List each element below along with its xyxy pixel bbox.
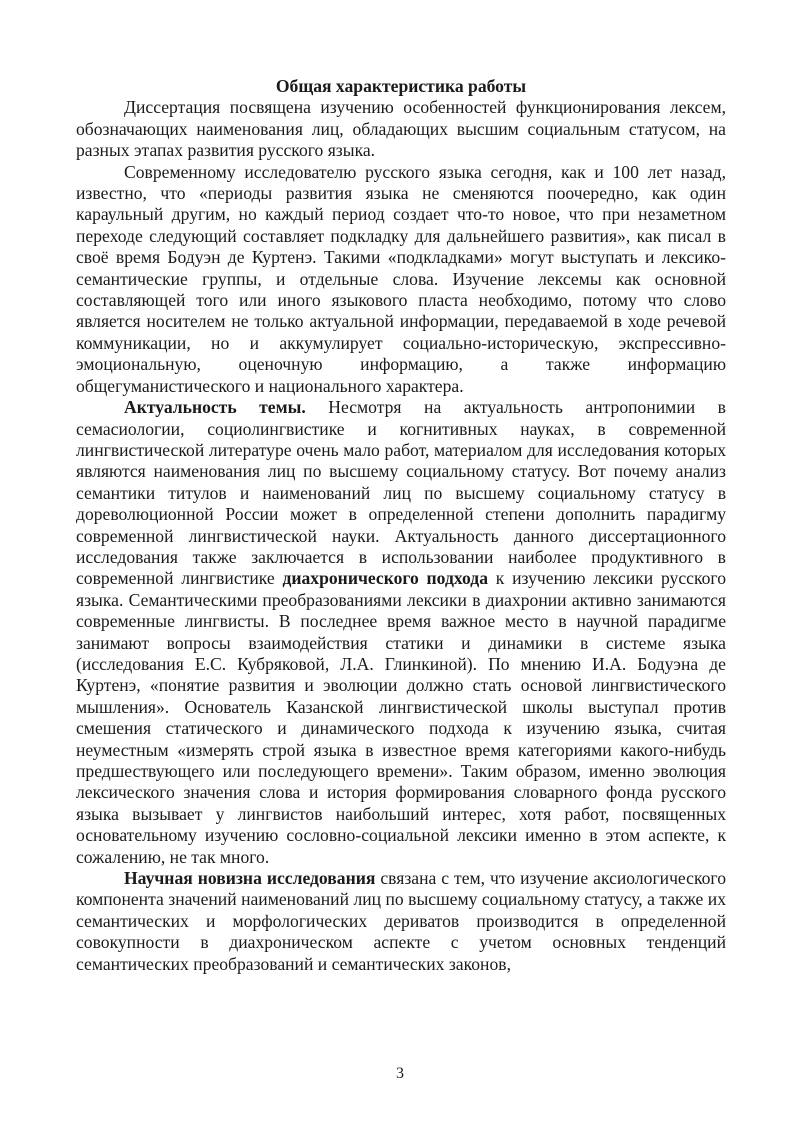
relevance-text-part2: к изучению лексики русского языка. Семантическими преобразованиями лексики в диахронии активно занимаются современные лингвисты. В последнее время важное место в научной парадигме занимают вопросы взаимодействия статики и динамики в системе языка (исследования Е.С. Кубряковой, Л.А. Глинкиной). По мнению И.А. Бодуэна де Куртенэ, «понятие развития и эволюции должно стать основой лингвистического мышления». Основатель Казанской лингвистической школы выступал против смешения статического и динамического подхода к изучению языка, считая неуместным «измерять строй языка в известное время категориями какого-нибудь предшествующего или последующего времени». Таким образом, именно эволюция лексического значения слова и история формирования словарного фонда русского языка вызывает у лингвистов наибольший интерес, хотя работ, посвященных основательному изучению сословно-социальной лексики именно в этом аспекте, к сожалению, не так много. (76, 568, 727, 867)
page-number: 3 (396, 1065, 404, 1082)
section-title: Общая характеристика работы (275, 76, 527, 96)
document-page (76, 76, 726, 975)
relevance-text-part1: Несмотря на актуальность антропонимии в семасиологии, социолингвистике и когнитивных науках, в современной лингвистической литературе очень мало работ, материалом для исследования которых являются наименования лиц по высшему социальному статусу. Вот почему анализ семантики титулов и наименований лиц по высшему социальному статусу в дореволюционной России может в определенной степени дополнить парадигму современной лингвистической науки. Актуальность данного диссертационного исследования также заключается в использовании наиболее продуктивного в современной лингвистике (76, 397, 726, 589)
paragraph-novelty (76, 868, 726, 975)
paragraph-intro: Диссертация посвящена изучению особенностей функционирования лексем, обозначающих наименования лиц, обладающих высшим социальным статусом, на разных этапах развития русского языка. (76, 97, 726, 161)
diachronic-approach-term: диахронического подхода (282, 568, 488, 589)
paragraph-relevance (76, 397, 726, 868)
novelty-heading: Научная новизна исследования (124, 868, 376, 889)
paragraph-context: Современному исследователю русского языка сегодня, как и 100 лет назад, известно, что «периоды развития языка не сменяются поочередно, как один караульный другим, но каждый период создает что-то новое, что при незаметном переходе следующий составляет подкладку для дальнейшего развития», как писал в своё время Бодуэн де Куртенэ. Такими «подкладками» могут выступать и лексико-семантические группы, и отдельные слова. Изучение лексемы как основной составляющей того или иного языкового пласта необходимо, потому что слово является носителем не только актуальной информации, передаваемой в ходе речевой коммуникации, но и аккумулирует социально-историческую, экспрессивно-эмоциональную, оценочную информацию, а также информацию общегуманистического и национального характера. (76, 161, 726, 396)
novelty-text: связана с тем, что изучение аксиологического компонента значений наименований лиц по высшему социальному статусу, а также их семантических и морфологических дериватов производится в определенной совокупности в диахроническом аспекте с учетом основных тенденций семантических преобразований и семантических законов, (76, 868, 727, 974)
relevance-heading: Актуальность темы. (124, 397, 306, 418)
